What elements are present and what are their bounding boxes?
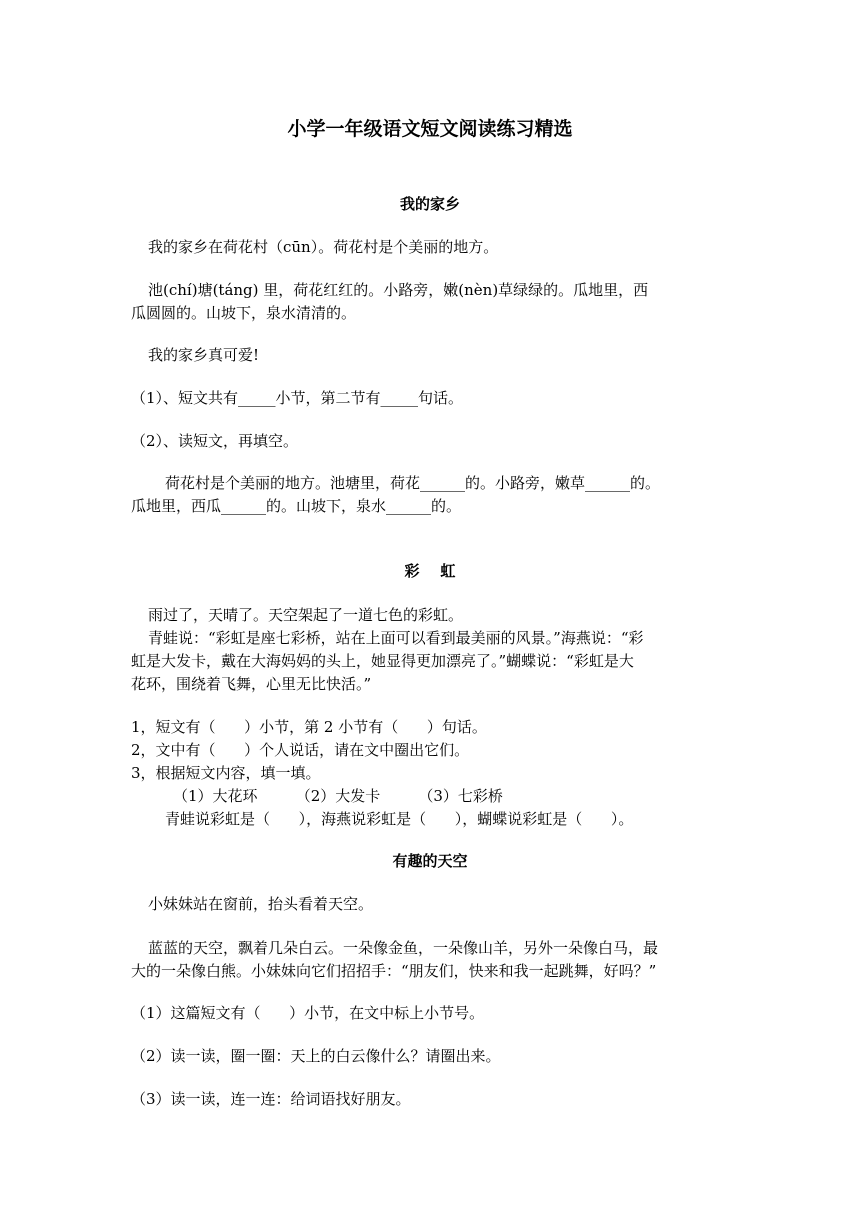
question-line: （1）、短文共有_____小节，第二节有_____句话。 <box>131 389 464 407</box>
paragraph-line: 池(chí)塘(táng) 里，荷花红红的。小路旁，嫩(nèn)草绿绿的。瓜地里，西 <box>148 281 649 299</box>
paragraph-line: 青蛙说：“彩虹是座七彩桥，站在上面可以看到最美丽的风景。”海燕说：“彩 <box>148 629 644 647</box>
paragraph-line: 大的一朵像白熊。小妹妹向它们招招手：“朋友们，快来和我一起跳舞，好吗？” <box>131 962 657 980</box>
paragraph-line: 我的家乡真可爱! <box>148 346 260 364</box>
question-line: （2）读一读，圈一圈：天上的白云像什么？请圈出来。 <box>131 1047 501 1065</box>
paragraph-line: 我的家乡在荷花村（cūn）。荷花村是个美丽的地方。 <box>148 238 499 256</box>
question-line: （2）、读短文，再填空。 <box>131 432 299 450</box>
options-line: （1）大花环 （2）大发卡 （3）七彩桥 <box>173 787 503 805</box>
fill-blank-line: 青蛙说彩虹是（ ），海燕说彩虹是（ ），蝴蝶说彩虹是（ ）。 <box>165 810 634 828</box>
paragraph-line: 虹是大发卡，戴在大海妈妈的头上，她显得更加漂亮了。”蝴蝶说：“彩虹是大 <box>131 652 634 670</box>
question-line: 1，短文有（ ）小节，第 2 小节有（ ）句话。 <box>131 718 487 736</box>
section-heading-hometown: 我的家乡 <box>399 195 460 213</box>
question-line: 2，文中有（ ）个人说话，请在文中圈出它们。 <box>131 741 470 759</box>
question-line: 3，根据短文内容，填一填。 <box>131 764 321 782</box>
fill-blank-line: 瓜地里，西瓜______的。山坡下，泉水______的。 <box>131 497 462 515</box>
paragraph-line: 花环，围绕着飞舞，心里无比快活。” <box>131 675 372 693</box>
section-heading-rainbow: 彩 虹 <box>404 562 456 580</box>
question-line: （3）读一读，连一连：给词语找好朋友。 <box>131 1090 411 1108</box>
paragraph-line: 雨过了，天晴了。天空架起了一道七色的彩虹。 <box>148 606 464 624</box>
page-title: 小学一年级语文短文阅读练习精选 <box>287 118 573 140</box>
paragraph-line: 瓜圆圆的。山坡下，泉水清清的。 <box>131 304 357 322</box>
section-heading-sky: 有趣的天空 <box>392 852 468 870</box>
fill-blank-line: 荷花村是个美丽的地方。池塘里，荷花______的。小路旁，嫩草______的。 <box>165 474 661 492</box>
paragraph-line: 蓝蓝的天空，飘着几朵白云。一朵像金鱼，一朵像山羊，另外一朵像白马，最 <box>148 939 659 957</box>
question-line: （1）这篇短文有（ ）小节，在文中标上小节号。 <box>131 1004 485 1022</box>
paragraph-line: 小妹妹站在窗前，抬头看着天空。 <box>148 895 374 913</box>
